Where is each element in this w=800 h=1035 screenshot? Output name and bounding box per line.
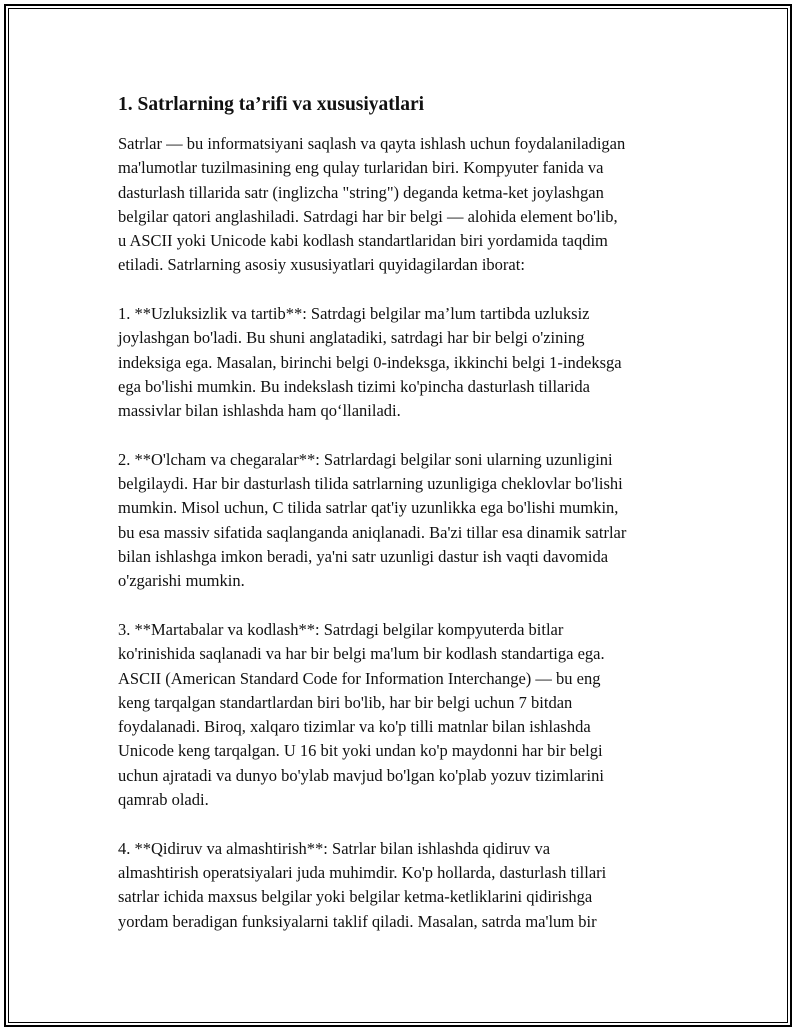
text-line: Satrlar — bu informatsiyani saqlash va qayta ishlash uchun foydalaniladigan (118, 134, 626, 153)
paragraph-item-2 (118, 448, 690, 594)
text-line: joylashgan bo'ladi. Bu shuni anglatadiki, satrdagi har bir belgi o'zining (118, 328, 585, 348)
paragraph-item-4 (118, 837, 690, 934)
text-line: ASCII (American Standard Code for Information Interchange) — bu eng (118, 668, 601, 688)
text-line: almashtirish operatsiyalari juda muhimdir. Ko'p hollarda, dasturlash tillari (118, 862, 607, 882)
text-line: yordam beradigan funksiyalarni taklif qiladi. Masalan, satrda ma'lum bir (118, 911, 597, 931)
text-line: 2. **O'lcham va chegaralar**: Satrlardagi belgilar soni ularning uzunligini (118, 449, 613, 469)
text-line: belgilar qatori anglashiladi. Satrdagi har bir belgi — alohida element bo'lib, (118, 206, 618, 226)
text-line: 3. **Martabalar va kodlash**: Satrdagi belgilar kompyuterda bitlar (118, 619, 564, 639)
text-line: qamrab oladi. (118, 790, 209, 810)
text-line: uchun ajratadi va dunyo bo'ylab mavjud bo'lgan ko'plab yozuv tizimlarini (118, 765, 604, 785)
text-line: 1. **Uzluksizlik va tartib**: Satrdagi belgilar ma’lum tartibda uzluksiz (118, 304, 590, 324)
paragraph-item-3 (118, 618, 690, 812)
paragraph-intro (118, 132, 690, 278)
text-line: 4. **Qidiruv va almashtirish**: Satrlar bilan ishlashda qidiruv va (118, 838, 551, 858)
text-line: satrlar ichida maxsus belgilar yoki belgilar ketma-ketliklarini qidirishga (118, 887, 593, 907)
text-line: keng tarqalgan standartlardan biri bo'lib, har bir belgi uchun 7 bitdan (118, 692, 573, 712)
paragraph-item-1 (118, 302, 690, 423)
text-line: Unicode keng tarqalgan. U 16 bit yoki undan ko'p maydonni har bir belgi (118, 741, 603, 761)
text-line: mumkin. Misol uchun, C tilida satrlar qat'iy uzunlikka ega bo'lishi mumkin, (118, 498, 619, 518)
text-line: dasturlash tillarida satr (inglizcha "string") deganda ketma-ket joylashgan (118, 182, 604, 202)
text-line: ma'lumotlar tuzilmasining eng qulay turlaridan biri. Kompyuter fanida va (118, 158, 604, 178)
text-line: etiladi. Satrlarning asosiy xususiyatlari quyidagilardan iborat: (118, 255, 525, 275)
text-line: u ASCII yoki Unicode kabi kodlash standartlaridan biri yordamida taqdim (118, 231, 608, 251)
text-line: belgilaydi. Har bir dasturlash tilida satrlarning uzunligiga cheklovlar bo'lishi (118, 474, 623, 494)
text-line: massivlar bilan ishlashda ham qo‘llaniladi. (118, 401, 401, 421)
text-line: o'zgarishi mumkin. (118, 571, 245, 591)
text-line: bu esa massiv sifatida saqlanganda aniqlanadi. Ba'zi tillar esa dinamik satrlar (118, 522, 627, 542)
text-line: indeksiga ega. Masalan, birinchi belgi 0-indeksga, ikkinchi belgi 1-indeksga (118, 352, 622, 372)
text-line: bilan ishlashga imkon beradi, ya'ni satr uzunligi dastur ish vaqti davomida (118, 547, 609, 567)
text-line: foydalanadi. Biroq, xalqaro tizimlar va ko'p tilli matnlar bilan ishlashda (118, 717, 591, 737)
text-line: ko'rinishida saqlanadi va har bir belgi ma'lum bir kodlash standartiga ega. (118, 644, 605, 664)
document-body (118, 92, 690, 958)
section-heading: 1. Satrlarning ta’rifi va xususiyatlari (118, 94, 425, 115)
text-line: ega bo'lishi mumkin. Bu indekslash tizimi ko'pincha dasturlash tillarida (118, 376, 590, 396)
